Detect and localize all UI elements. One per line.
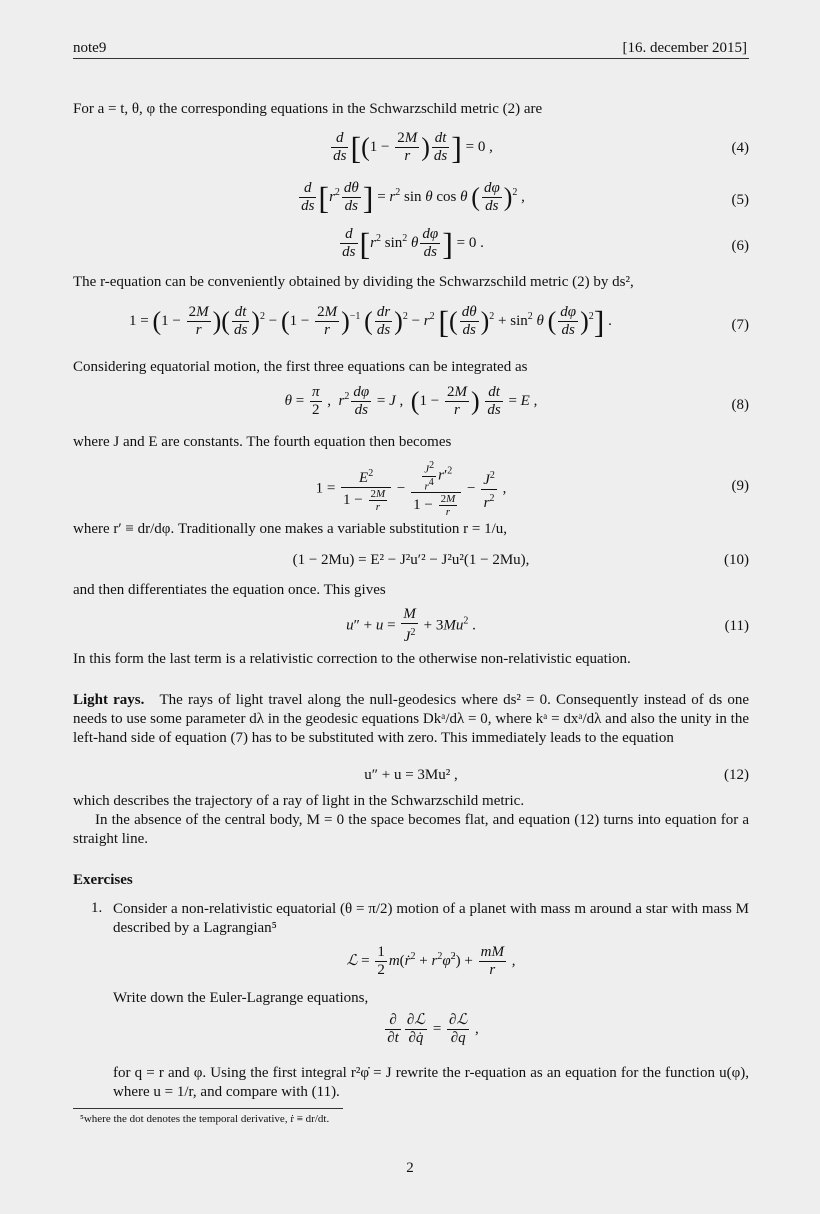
footnote: ⁵where the dot denotes the temporal derivative, ṙ ≡ dr/dt. bbox=[80, 1113, 330, 1125]
light-rays-text: The rays of light travel along the null-geodesics where ds² = 0. Consequently instead of ds one needs to use some parameter dλ in the geodesic equations Dkᵃ/dλ = 0, where kᵃ = dxᵃ/dλ and also the unity in the left-hand side of equation (7) has to be substituted with zero. This immediately leads to the equation bbox=[73, 692, 749, 746]
equation-6: $\frac{d}{ds}$ [$r^2$ $\sin^2 \theta$ $\frac{d\varphi}{ds}$ ] = 0 . (6) bbox=[342, 225, 749, 262]
footnote-rule bbox=[73, 1108, 343, 1109]
eq-number-10: (10) bbox=[724, 552, 749, 568]
eq-number-8: (8) bbox=[731, 397, 749, 413]
equation-4: $\frac{d}{ds}$ [(1 − $\frac{2M}{r}$ ) $\frac{dt}{ds}$ ] = 0 , (4) bbox=[333, 129, 749, 166]
trajectory-paragraph: which describes the trajectory of a ray of light in the Schwarzschild metric. bbox=[73, 793, 525, 809]
equation-5: $\frac{d}{ds}$ [$r^2$ $\frac{d\theta}{ds}$ ] = $r^2$ sin θ cos θ ( $\frac{d\varphi}{ds}$ )$^2$ , (5) bbox=[301, 179, 749, 216]
page-number: 2 bbox=[406, 1160, 414, 1176]
euler-lagrange-equation: $\frac{\partial}{\partial t}$ $\frac{\text{∂ℒ}}{\partial q̇}$ = $\frac{\text{∂ℒ}}{\partial q}$ , bbox=[387, 1012, 479, 1046]
eq-number-12: (12) bbox=[724, 767, 749, 783]
eq-number-4: (4) bbox=[731, 140, 749, 156]
constants-paragraph: where J and E are constants. The fourth equation then becomes bbox=[73, 434, 452, 450]
r-equation-paragraph: The r-equation can be conveniently obtained by dividing the Schwarzschild metric (2) by ds², bbox=[73, 274, 634, 290]
final-exercise-text: for q = r and φ. Using the first integral r²φ̇ = J rewrite the r-equation as an equation for the function u(φ), where u = 1/r, and compare with (11). bbox=[113, 1065, 749, 1100]
eq12-text: u″ + u = 3Mu² , bbox=[364, 767, 458, 783]
header-left: note9 bbox=[73, 40, 107, 56]
equation-9: 1 = $E^2$ 1 − $\frac{2M}{r}$ − $\frac{J^2}{r^4}$ $r'^2$ 1 − $\frac{2M}{r}$ − $\frac{J^2}{r^2}$ , (9) bbox=[315, 460, 749, 519]
exercise-number: 1. bbox=[91, 900, 103, 916]
eq-number-5: (5) bbox=[731, 192, 749, 208]
equation-12 bbox=[73, 767, 749, 789]
light-rays-heading: Light rays. bbox=[73, 692, 145, 708]
exercises-heading: Exercises bbox=[73, 872, 133, 888]
intro-paragraph: For a = t, θ, φ the corresponding equations in the Schwarzschild metric (2) are bbox=[73, 101, 543, 117]
substitution-paragraph: where r′ ≡ dr/dφ. Traditionally one makes a variable substitution r = 1/u, bbox=[73, 521, 508, 537]
relativistic-paragraph: In this form the last term is a relativistic correction to the otherwise non-relativistic equation. bbox=[73, 651, 631, 667]
equation-7: 1 = (1 − $\frac{2M}{r}$ )( $\frac{dt}{ds}$ )$^2$ − (1 − $\frac{2M}{r}$ )$^{-1}$ ( $\frac{dr}{ds}$ )$^2 - r^2$ [( $\frac{d\theta}{ds}$ )$^2 + \sin^2 \theta$ ( $\frac{d\varphi}{ds}$ )$^2$] . (7) bbox=[129, 303, 749, 340]
eq-number-6: (6) bbox=[731, 238, 749, 254]
lagrangian-equation: ℒ = $\frac{1}{2}$ m(ṙ$^2$ + $r^2\varphi̇^2$) + $\frac{mM}{r}$ , bbox=[346, 944, 516, 978]
equatorial-paragraph: Considering equatorial motion, the first three equations can be integrated as bbox=[73, 359, 528, 375]
equation-10 bbox=[73, 552, 749, 574]
eq-number-9: (9) bbox=[731, 478, 749, 494]
eq-number-11: (11) bbox=[724, 618, 749, 634]
flat-space-paragraph: In the absence of the central body, M = 0 the space becomes flat, and equation (12) turns into equation for a straight line. bbox=[73, 812, 749, 847]
euler-lagrange-text: Write down the Euler-Lagrange equations, bbox=[113, 990, 369, 1006]
light-rays-paragraph bbox=[73, 691, 749, 748]
eq-number-7: (7) bbox=[731, 317, 749, 333]
header-right: [16. december 2015] bbox=[622, 40, 747, 56]
eq10-text: (1 − 2Mu) = E² − J²u′² − J²u²(1 − 2Mu), bbox=[292, 552, 530, 568]
differentiate-paragraph: and then differentiates the equation once. This gives bbox=[73, 582, 386, 598]
equation-11: u″ + u = $\frac{M}{J^2}$ + $3Mu^2$ . (11) bbox=[346, 606, 749, 645]
equation-8: θ = $\frac{\pi}{2}$ , $r^2$ $\frac{d\varphi}{ds}$ = J , (1 − $\frac{2M}{r}$ ) $\frac{dt}{ds}$ = E , (8) bbox=[284, 384, 749, 418]
header-rule bbox=[73, 58, 749, 59]
exercise-text: Consider a non-relativistic equatorial (θ = π/2) motion of a planet with mass m around a star with mass M described by a Lagrangian⁵ bbox=[113, 901, 749, 936]
